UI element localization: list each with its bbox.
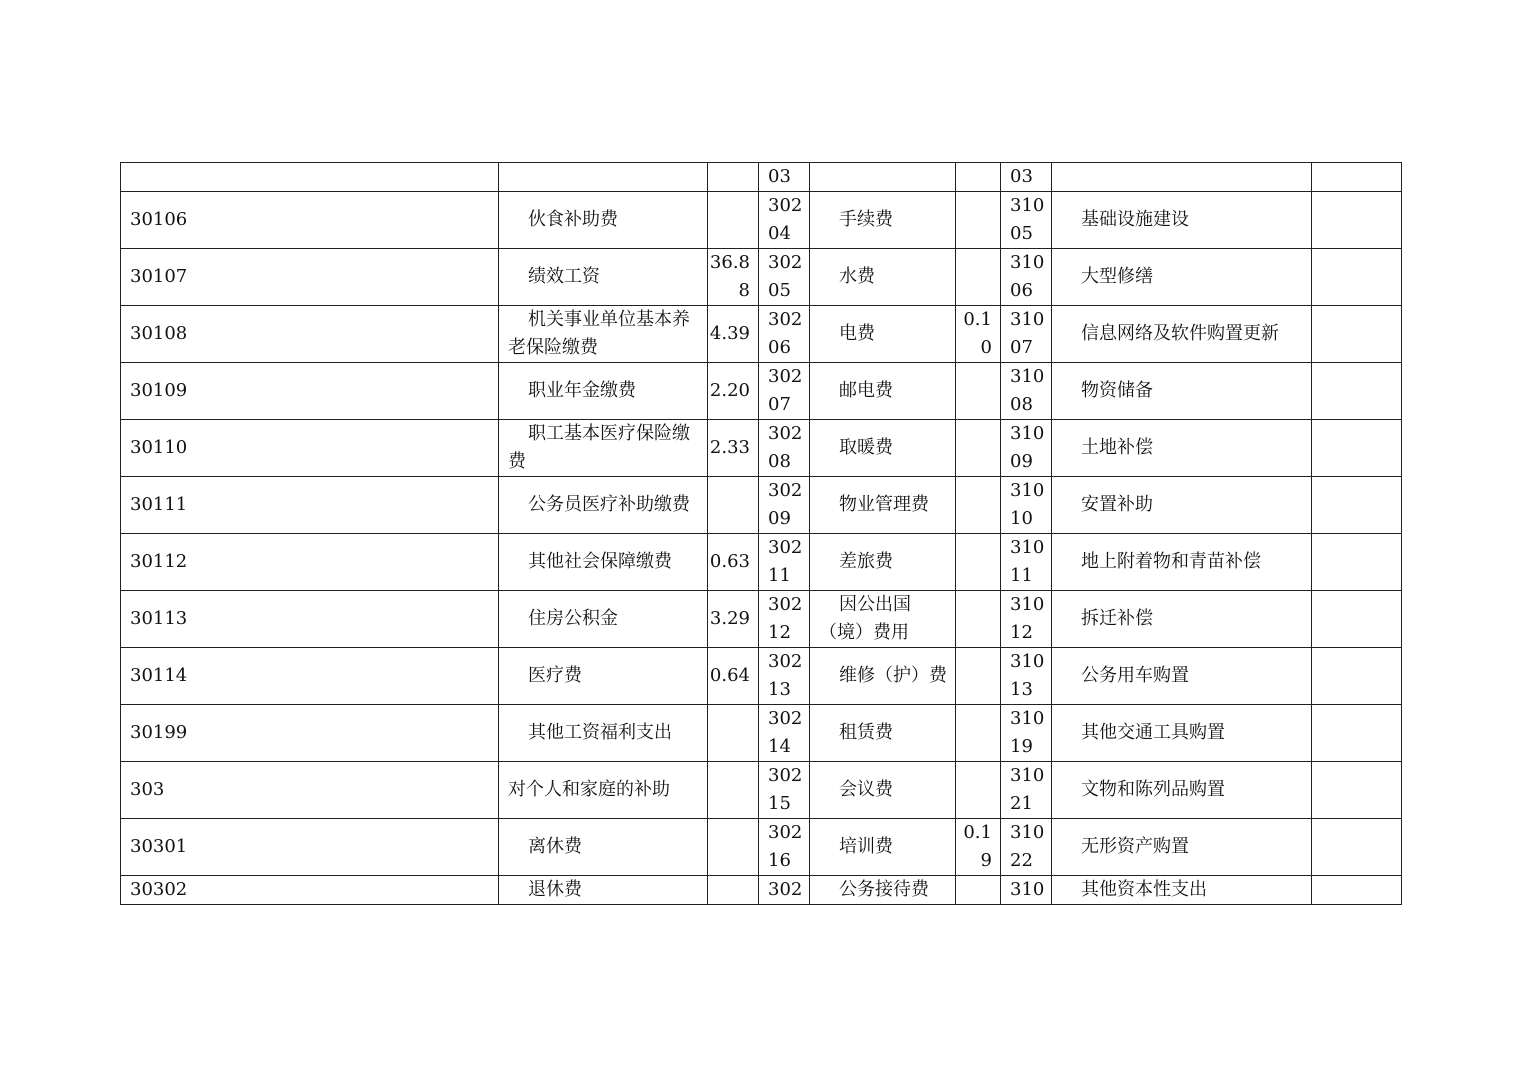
amount-2-cell <box>956 420 1001 477</box>
expense-name: 退休费 <box>528 879 582 900</box>
expense-name-cell <box>499 876 708 905</box>
econ-code-2: 302 <box>768 879 803 900</box>
expense-name-3-cell <box>1052 249 1312 306</box>
econ-code-3-cell <box>1001 363 1052 420</box>
table-body <box>121 163 1402 905</box>
econ-code-2: 30212 <box>768 594 803 643</box>
expense-name-3: 文物和陈列品购置 <box>1081 779 1225 800</box>
econ-code-2-cell <box>759 705 810 762</box>
expense-name-3-cell <box>1052 876 1312 905</box>
amount: 4.39 <box>709 323 750 344</box>
econ-code-3: 31011 <box>1010 537 1045 586</box>
econ-code-2-cell <box>759 819 810 876</box>
amount-3-cell <box>1312 192 1402 249</box>
econ-code-3-cell <box>1001 534 1052 591</box>
expense-name-2-cell <box>810 477 956 534</box>
amount-cell <box>708 648 759 705</box>
table-row <box>121 306 1402 363</box>
expense-name-2: 维修（护）费 <box>839 665 947 686</box>
econ-code-cell <box>121 762 499 819</box>
table-row <box>121 192 1402 249</box>
amount-3-cell <box>1312 420 1402 477</box>
amount-3-cell <box>1312 163 1402 192</box>
econ-code-2: 30215 <box>768 765 803 814</box>
amount-cell <box>708 163 759 192</box>
econ-code-3: 31021 <box>1010 765 1045 814</box>
econ-code-2: 30216 <box>768 822 803 871</box>
table-row <box>121 648 1402 705</box>
econ-code-3: 31007 <box>1010 309 1045 358</box>
econ-code-cell <box>121 876 499 905</box>
econ-code-cell <box>121 819 499 876</box>
expense-name-2-cell <box>810 591 956 648</box>
expense-name-3-cell <box>1052 306 1312 363</box>
econ-code-3: 310 <box>1010 879 1045 900</box>
expense-name-2-cell <box>810 534 956 591</box>
amount-3-cell <box>1312 306 1402 363</box>
econ-code-3-cell <box>1001 705 1052 762</box>
table-row <box>121 591 1402 648</box>
expense-name-2-cell <box>810 306 956 363</box>
econ-code: 30302 <box>130 879 188 900</box>
expense-name-cell <box>499 648 708 705</box>
expense-name-2-cell <box>810 363 956 420</box>
econ-code: 30199 <box>130 722 188 743</box>
expense-name: 住房公积金 <box>528 608 618 629</box>
econ-code-cell <box>121 477 499 534</box>
econ-code-2-cell <box>759 163 810 192</box>
expense-name-2: 租赁费 <box>839 722 893 743</box>
econ-code-2-cell <box>759 762 810 819</box>
econ-code-cell <box>121 363 499 420</box>
econ-code-3-cell <box>1001 192 1052 249</box>
expense-name-3-cell <box>1052 363 1312 420</box>
table-row <box>121 876 1402 905</box>
expense-name: 其他工资福利支出 <box>528 722 672 743</box>
econ-code-2-cell <box>759 306 810 363</box>
table-row <box>121 249 1402 306</box>
expense-name-3: 信息网络及软件购置更新 <box>1081 323 1279 344</box>
amount-cell <box>708 819 759 876</box>
expense-name-cell <box>499 591 708 648</box>
expense-name-3-cell <box>1052 705 1312 762</box>
amount: 2.20 <box>709 380 750 401</box>
econ-code-3-cell <box>1001 819 1052 876</box>
expense-name-3: 其他交通工具购置 <box>1081 722 1225 743</box>
econ-code: 30107 <box>130 266 188 287</box>
expense-name-cell <box>499 163 708 192</box>
expense-name-3-cell <box>1052 420 1312 477</box>
expense-name-3-cell <box>1052 534 1312 591</box>
amount: 0.64 <box>709 665 750 686</box>
amount-2: 0.10 <box>963 309 992 358</box>
amount-3-cell <box>1312 876 1402 905</box>
expense-name-3: 其他资本性支出 <box>1081 879 1207 900</box>
table-row <box>121 363 1402 420</box>
econ-code-3: 31006 <box>1010 252 1045 301</box>
econ-code-2-cell <box>759 534 810 591</box>
econ-code-2: 30213 <box>768 651 803 700</box>
expense-name: 绩效工资 <box>528 266 600 287</box>
econ-code: 30111 <box>130 494 188 515</box>
econ-code-2-cell <box>759 420 810 477</box>
expense-name-2: 取暖费 <box>839 437 893 458</box>
econ-code-2: 30204 <box>768 195 803 244</box>
expense-name-2-cell <box>810 163 956 192</box>
amount-cell <box>708 420 759 477</box>
econ-code: 303 <box>130 779 165 800</box>
amount: 0.63 <box>709 551 750 572</box>
expense-name-cell <box>499 819 708 876</box>
econ-code-3-cell <box>1001 876 1052 905</box>
econ-code-3-cell <box>1001 591 1052 648</box>
amount-cell <box>708 876 759 905</box>
econ-code-cell <box>121 192 499 249</box>
expense-name-3: 物资储备 <box>1081 380 1153 401</box>
expense-name-cell <box>499 363 708 420</box>
expense-name-cell <box>499 534 708 591</box>
expense-name-3: 地上附着物和青苗补偿 <box>1081 551 1261 572</box>
expense-name-3: 无形资产购置 <box>1081 836 1189 857</box>
expense-name-3-cell <box>1052 163 1312 192</box>
amount-2-cell <box>956 363 1001 420</box>
table-row <box>121 477 1402 534</box>
expense-name-3-cell <box>1052 591 1312 648</box>
expense-name-cell <box>499 420 708 477</box>
table-row <box>121 819 1402 876</box>
expense-name: 伙食补助费 <box>528 209 618 230</box>
econ-code-3: 31010 <box>1010 480 1045 529</box>
table-row <box>121 163 1402 192</box>
amount-2-cell <box>956 648 1001 705</box>
econ-code: 30113 <box>130 608 188 629</box>
expense-name: 其他社会保障缴费 <box>528 551 672 572</box>
expense-name-3: 公务用车购置 <box>1081 665 1189 686</box>
expense-name-cell <box>499 192 708 249</box>
budget-table <box>120 162 1402 905</box>
expense-name-2: 手续费 <box>839 209 893 230</box>
econ-code-2-cell <box>759 192 810 249</box>
amount-cell <box>708 477 759 534</box>
econ-code: 30109 <box>130 380 188 401</box>
econ-code-3: 31019 <box>1010 708 1045 757</box>
amount-2-cell <box>956 306 1001 363</box>
expense-name-2: 会议费 <box>839 779 893 800</box>
econ-code: 30110 <box>130 437 188 458</box>
expense-name-cell <box>499 705 708 762</box>
expense-name-2: 培训费 <box>839 836 893 857</box>
amount-3-cell <box>1312 648 1402 705</box>
econ-code-2: 30205 <box>768 252 803 301</box>
econ-code-2-cell <box>759 363 810 420</box>
expense-name-2-cell <box>810 762 956 819</box>
econ-code-3-cell <box>1001 762 1052 819</box>
econ-code-2: 30208 <box>768 423 803 472</box>
amount-3-cell <box>1312 819 1402 876</box>
econ-code-2-cell <box>759 876 810 905</box>
amount-3-cell <box>1312 477 1402 534</box>
expense-name-3-cell <box>1052 762 1312 819</box>
expense-name-2: 电费 <box>839 323 875 344</box>
amount-cell <box>708 762 759 819</box>
econ-code-3: 31009 <box>1010 423 1045 472</box>
econ-code-cell <box>121 163 499 192</box>
amount-3-cell <box>1312 249 1402 306</box>
econ-code-2: 30214 <box>768 708 803 757</box>
amount-2-cell <box>956 249 1001 306</box>
econ-code-3: 31008 <box>1010 366 1045 415</box>
amount-2-cell <box>956 163 1001 192</box>
amount: 3.29 <box>709 608 750 629</box>
econ-code: 30301 <box>130 836 188 857</box>
econ-code-3-cell <box>1001 249 1052 306</box>
econ-code-2-cell <box>759 477 810 534</box>
expense-name-2-cell <box>810 819 956 876</box>
econ-code: 30108 <box>130 323 188 344</box>
expense-name: 职业年金缴费 <box>528 380 636 401</box>
expense-name-3-cell <box>1052 477 1312 534</box>
expense-name-2-cell <box>810 420 956 477</box>
expense-name-cell <box>499 306 708 363</box>
amount-2-cell <box>956 477 1001 534</box>
expense-name: 职工基本医疗保险缴费 <box>508 423 690 472</box>
econ-code-cell <box>121 249 499 306</box>
amount-3-cell <box>1312 591 1402 648</box>
amount-cell <box>708 534 759 591</box>
amount-cell <box>708 192 759 249</box>
amount-cell <box>708 249 759 306</box>
amount-cell <box>708 306 759 363</box>
econ-code-2-cell <box>759 249 810 306</box>
econ-code-2-cell <box>759 648 810 705</box>
table-row <box>121 762 1402 819</box>
expense-name-2: 公务接待费 <box>839 879 929 900</box>
amount-2-cell <box>956 762 1001 819</box>
econ-code-3-cell <box>1001 648 1052 705</box>
expense-name: 机关事业单位基本养老保险缴费 <box>508 309 690 358</box>
expense-name-2-cell <box>810 192 956 249</box>
econ-code-3-cell <box>1001 163 1052 192</box>
expense-name-2: 邮电费 <box>839 380 893 401</box>
expense-name-3: 安置补助 <box>1081 494 1153 515</box>
econ-code-cell <box>121 648 499 705</box>
amount-2: 0.19 <box>963 822 992 871</box>
expense-name-3-cell <box>1052 819 1312 876</box>
expense-name-3: 拆迁补偿 <box>1081 608 1153 629</box>
expense-name-2: 因公出国（境）费用 <box>819 594 911 643</box>
econ-code-cell <box>121 591 499 648</box>
expense-name-2-cell <box>810 876 956 905</box>
amount-cell <box>708 363 759 420</box>
amount-cell <box>708 591 759 648</box>
econ-code-3: 03 <box>1010 166 1033 187</box>
econ-code-cell <box>121 534 499 591</box>
econ-code: 30112 <box>130 551 188 572</box>
econ-code-cell <box>121 705 499 762</box>
expense-name-2: 物业管理费 <box>839 494 929 515</box>
table-row <box>121 705 1402 762</box>
amount-2-cell <box>956 192 1001 249</box>
expense-name-2-cell <box>810 249 956 306</box>
amount-3-cell <box>1312 534 1402 591</box>
expense-name-2-cell <box>810 705 956 762</box>
amount-2-cell <box>956 876 1001 905</box>
amount: 36.88 <box>709 252 750 301</box>
expense-name: 对个人和家庭的补助 <box>508 779 670 800</box>
econ-code-2: 03 <box>768 166 791 187</box>
econ-code: 30114 <box>130 665 188 686</box>
amount-3-cell <box>1312 762 1402 819</box>
expense-name-3-cell <box>1052 192 1312 249</box>
econ-code-3-cell <box>1001 306 1052 363</box>
econ-code: 30106 <box>130 209 188 230</box>
econ-code-3: 31005 <box>1010 195 1045 244</box>
amount: 2.33 <box>709 437 750 458</box>
expense-name: 医疗费 <box>528 665 582 686</box>
econ-code-3: 31022 <box>1010 822 1045 871</box>
expense-name: 离休费 <box>528 836 582 857</box>
amount-3-cell <box>1312 363 1402 420</box>
expense-name-2: 差旅费 <box>839 551 893 572</box>
amount-2-cell <box>956 591 1001 648</box>
expense-name-cell <box>499 477 708 534</box>
amount-2-cell <box>956 819 1001 876</box>
econ-code-2: 30209 <box>768 480 803 529</box>
expense-name-3: 土地补偿 <box>1081 437 1153 458</box>
econ-code-3-cell <box>1001 477 1052 534</box>
expense-name-cell <box>499 762 708 819</box>
econ-code-3-cell <box>1001 420 1052 477</box>
table-row <box>121 420 1402 477</box>
econ-code-2-cell <box>759 591 810 648</box>
expense-name-3-cell <box>1052 648 1312 705</box>
econ-code-2: 30207 <box>768 366 803 415</box>
amount-2-cell <box>956 705 1001 762</box>
econ-code-2: 30206 <box>768 309 803 358</box>
expense-name-2: 水费 <box>839 266 875 287</box>
amount-3-cell <box>1312 705 1402 762</box>
econ-code-cell <box>121 306 499 363</box>
expense-name-cell <box>499 249 708 306</box>
amount-cell <box>708 705 759 762</box>
amount-2-cell <box>956 534 1001 591</box>
econ-code-2: 30211 <box>768 537 803 586</box>
expense-name: 公务员医疗补助缴费 <box>528 494 690 515</box>
expense-name-2-cell <box>810 648 956 705</box>
econ-code-3: 31013 <box>1010 651 1045 700</box>
econ-code-cell <box>121 420 499 477</box>
expense-name-3: 大型修缮 <box>1081 266 1153 287</box>
table-row <box>121 534 1402 591</box>
expense-name-3: 基础设施建设 <box>1081 209 1189 230</box>
econ-code-3: 31012 <box>1010 594 1045 643</box>
